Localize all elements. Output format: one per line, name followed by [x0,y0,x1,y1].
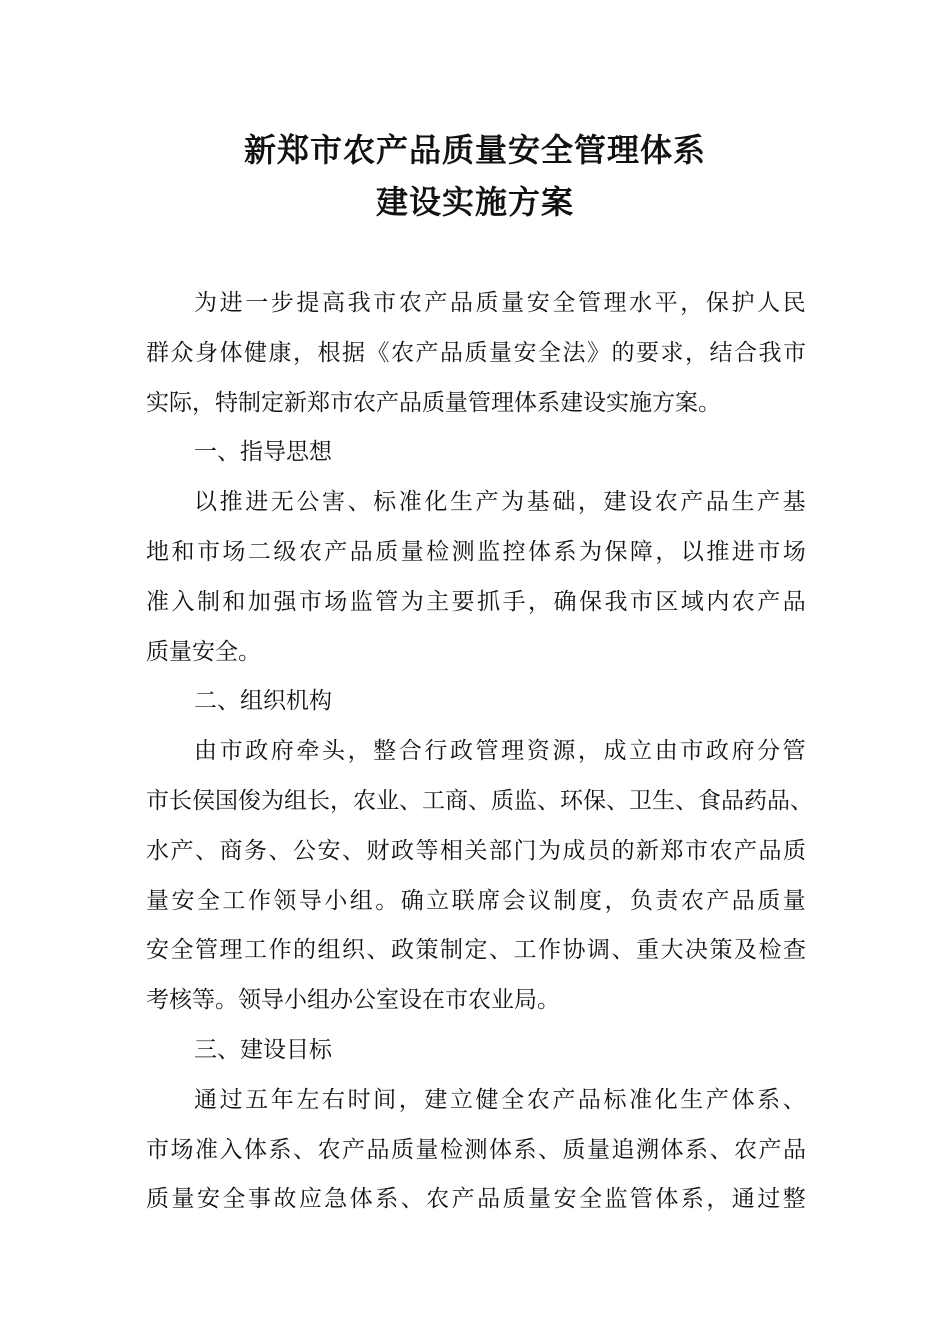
document-body [146,279,813,1225]
body-line: 市 长 侯 国 俊 为 组 长 ， 农 业 、 工 商 、 质 监 、 环 保 、 卫 生 、 食 品 药 品 、 [146,787,813,814]
body-line: 准 入 制 和 加 强 市 场 监 管 为 主 要 抓 手 ， 确 保 我 市 区 域 内 农 产 品 [146,588,806,615]
document-title-line2: 建设实施方案 [375,183,574,221]
body-line: 二、组织机构 [194,688,332,715]
body-line: 地 和 市 场 二 级 农 产 品 质 量 检 测 监 控 体 系 为 保 障 ， 以 推 进 市 场 [146,538,806,565]
document-title-line1: 新郑市农产品质量安全管理体系 [243,131,706,169]
body-line: 水 产 、 商 务 、 公 安 、 财 政 等 相 关 部 门 为 成 员 的 新 郑 市 农 产 品 质 [146,837,806,864]
body-line: 安 全 管 理 工 作 的 组 织 、 政 策 制 定 、 工 作 协 调 、 重 大 决 策 及 检 查 [146,937,806,964]
body-line: 为 进 一 步 提 高 我 市 农 产 品 质 量 安 全 管 理 水 平 ， 保 护 人 民 [194,290,806,316]
body-line: 三、建设目标 [194,1036,332,1063]
body-line: 群 众 身 体 健 康 ， 根 据 《 农 产 品 质 量 安 全 法 》 的 要 求 ， 结 合 我 市 [146,339,806,366]
body-line: 由 市 政 府 牵 头 ， 整 合 行 政 管 理 资 源 ， 成 立 由 市 政 府 分 管 [194,738,806,765]
body-line: 质 量 安 全 事 故 应 急 体 系 、 农 产 品 质 量 安 全 监 管 体 系 ， 通 过 整 [146,1186,806,1213]
body-line: 市 场 准 入 体 系 、 农 产 品 质 量 检 测 体 系 、 质 量 追 溯 体 系 、 农 产 品 [146,1136,806,1163]
body-line: 通 过 五 年 左 右 时 间 ， 建 立 健 全 农 产 品 标 准 化 生 产 体 系 、 [194,1086,806,1113]
body-line: 以 推 进 无 公 害 、 标 准 化 生 产 为 基 础 ， 建 设 农 产 品 生 产 基 [194,489,806,516]
body-line: 实际，特制定新郑市农产品质量管理体系建设实施方案。 [146,389,721,416]
body-line: 量 安 全 工 作 领 导 小 组 。 确 立 联 席 会 议 制 度 ， 负 责 农 产 品 质 量 [146,887,806,914]
body-line: 考核等。领导小组办公室设在市农业局。 [146,987,560,1014]
body-line: 质量安全。 [146,638,261,665]
body-line: 一、指导思想 [194,439,332,466]
